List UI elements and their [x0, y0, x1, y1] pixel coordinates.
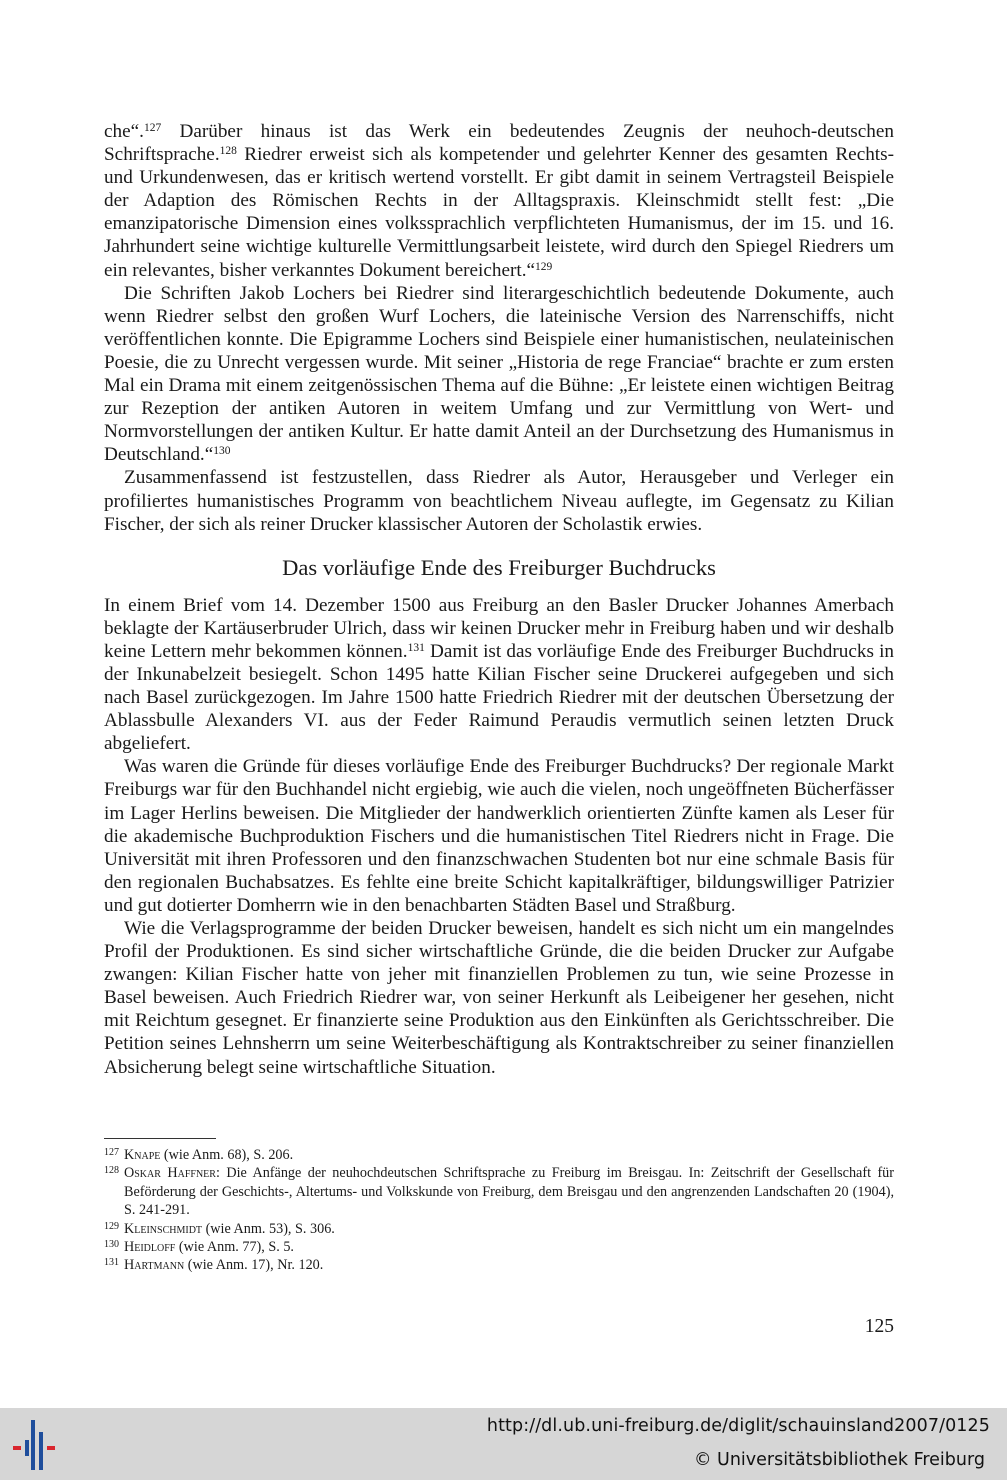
- footnote-divider: [104, 1138, 216, 1139]
- footnote-131: 131 Hartmann (wie Anm. 17), Nr. 120.: [104, 1256, 894, 1274]
- footnote-number: 129: [104, 1220, 119, 1232]
- copyright-notice: © Universitätsbibliothek Freiburg: [693, 1450, 985, 1470]
- footnote-number: 127: [104, 1147, 119, 1158]
- paragraph-5: Was waren die Gründe für dieses vorläufige Ende des Freiburger Buchdrucks? Der regionale Markt Freiburgs war für den Buchhandel nicht ergiebig, wie auch die vielen, noch ungeöffneten Bücherfässer im Lager Herlins beweisen. Die Mitglieder der handwerklich orientierten Zünfte kamen als Leser für die akademische Buchproduktion Fischers und die humanistischen Titel Riedrers nicht in Frage. Die Universität mit ihren Professoren und den finanzschwachen Studenten bot nur eine schmale Basis für den regionalen Buchabsatzes. Es fehlte eine breite Schicht kapitalkräftiger, bildungswilliger Patrizier und gut dotierter Domherrn wie in den benachbarten Städten Basel und Straßburg.: [104, 756, 894, 916]
- footnote-author: Oskar Haffner: [124, 1165, 216, 1182]
- permalink-url[interactable]: http://dl.ub.uni-freiburg.de/diglit/schauinsland2007/0125: [486, 1416, 990, 1436]
- paragraph-3: Zusammenfassend ist festzustellen, dass Riedrer als Autor, Herausgeber und Verleger ein profiliertes humanistisches Programm von beachtlichem Niveau auflegte, im Gegensatz zu Kilian Fischer, der sich als reiner Drucker klassischer Autoren der Scholastik erwies.: [104, 467, 894, 535]
- footnote-ref-127[interactable]: 127: [143, 122, 162, 134]
- footnote-130: 130 Heidloff (wie Anm. 77), S. 5.: [104, 1238, 894, 1256]
- footnote-author: Kleinschmidt: [124, 1220, 203, 1237]
- viewer-footer-bar: [0, 1408, 1007, 1480]
- footnote-author: Knape: [124, 1147, 161, 1163]
- main-text: [104, 120, 894, 1079]
- footnote-author: Heidloff: [124, 1239, 176, 1256]
- paragraph-1: che“.$^{127}$ Darüber hinaus ist das Werk ein bedeutendes Zeugnis der neuhoch-deutschen Schriftsprache.$^{128}$ Riedrer erweist sich als kompetender und gelehrter Kenner des gesamten Rechts- und Urkundenwesen, das er kritisch wertend vorstellt. Er gibt damit in seinem Vertragsteil Beispiele der Adaption des Römischen Rechts in der Alltagspraxis. Kleinschmidt stellt fest: „Die emanzipatorische Dimension eines volkssprachlich verpflichteten Humanismus, der im 15. und 16. Jahrhundert seine wichtige kulturelle Vermittlungsarbeit leistete, wird durch den Spiegel Riedrers um ein relevantes, bisher verkanntes Dokument bereichert.“$^{129}$: [104, 121, 894, 281]
- footnote-ref-131[interactable]: 131: [407, 641, 425, 654]
- footnote-ref-128[interactable]: 128: [219, 145, 237, 158]
- footnote-ref-129[interactable]: 129: [535, 260, 553, 273]
- footnote-ref-130[interactable]: 130: [213, 445, 231, 458]
- footnotes: [104, 1146, 894, 1275]
- footnote-author: Hartmann: [124, 1257, 185, 1274]
- ub-freiburg-logo-icon[interactable]: [9, 1420, 65, 1470]
- footnote-number: 128: [104, 1165, 119, 1177]
- footnote-129: 129 Kleinschmidt (wie Anm. 53), S. 306.: [104, 1220, 894, 1238]
- footnote-number: 130: [104, 1239, 119, 1251]
- paragraph-2: Die Schriften Jakob Lochers bei Riedrer sind literargeschichtlich bedeutende Dokumente, auch wenn Riedrer selbst den großen Wurf Lochers, die lateinische Version des Narrenschiffs, nicht veröffentlichen konnte. Die Epigramme Lochers sind Beispiele einer humanistischen, neulateinischen Poesie, die zu Unrecht vergessen wurde. Mit seiner „Historia de rege Franciae“ brachte er zum ersten Mal ein Drama mit einem zeitgenössischen Thema auf die Bühne: „Er leistete einen wichtigen Beitrag zur Rezeption der antiken Autoren in weitem Umfang und zur Vermittlung von Wert- und Normvorstellungen der antiken Kultur. Er hatte damit Anteil an der Durchsetzung des Humanismus in Deutschland.“$^{130}$: [104, 282, 894, 466]
- paragraph-4: In einem Brief vom 14. Dezember 1500 aus Freiburg an den Basler Drucker Johannes Amerbach beklagte der Kartäuserbruder Ulrich, dass wir keinen Drucker mehr in Freiburg haben und wir deshalb keine Lettern mehr bekommen können.$^{131}$ Damit ist das vorläufige Ende des Freiburger Buchdrucks in der Inkunabelzeit besiegelt. Schon 1495 hatte Kilian Fischer seine Druckerei aufgegeben und sich nach Basel zurückgezogen. Im Jahre 1500 hatte Friedrich Riedrer mit der deutschen Übersetzung der Ablassbulle Alexanders VI. aus der Feder Raimund Peraudis vermutlich seinen letzten Druck abgeliefert.: [104, 594, 894, 755]
- section-heading: Das vorläufige Ende des Freiburger Buchdrucks: [282, 554, 716, 580]
- footnote-128: 128 Oskar Haffner: Die Anfänge der neuhochdeutschen Schriftsprache zu Freiburg im Breisgau. In: Zeitschrift der Gesellschaft für Beförderung der Geschichts-, Altertums- und Volkskunde von Freiburg, dem Breisgau und den angrenzenden Landschaften 20 (1904), S. 241-291.: [104, 1164, 894, 1219]
- page-number: 125: [864, 1316, 894, 1337]
- paragraph-6: Wie die Verlagsprogramme der beiden Drucker beweisen, handelt es sich nicht um ein mangelndes Profil der Produktionen. Es sind sicher wirtschaftliche Gründe, die die beiden Drucker zur Aufgabe zwangen: Kilian Fischer hatte von jeher mit finanziellen Problemen zu tun, wie seine Prozesse in Basel beweisen. Auch Friedrich Riedrer war, von seiner Herkunft als Leibeigener her gesehen, nicht mit Reichtum gesegnet. Er finanzierte seine Produktion aus den Einkünften als Gerichtsschreiber. Die Petition seines Lehnsherrn um seine Weiterbeschäftigung als Kontraktschreiber zu seiner finanziellen Absicherung belegt seine wirtschaftliche Situation.: [104, 918, 894, 1078]
- footnote-127: 127 Knape (wie Anm. 68), S. 206.: [104, 1146, 894, 1164]
- footnote-number: 131: [104, 1257, 119, 1269]
